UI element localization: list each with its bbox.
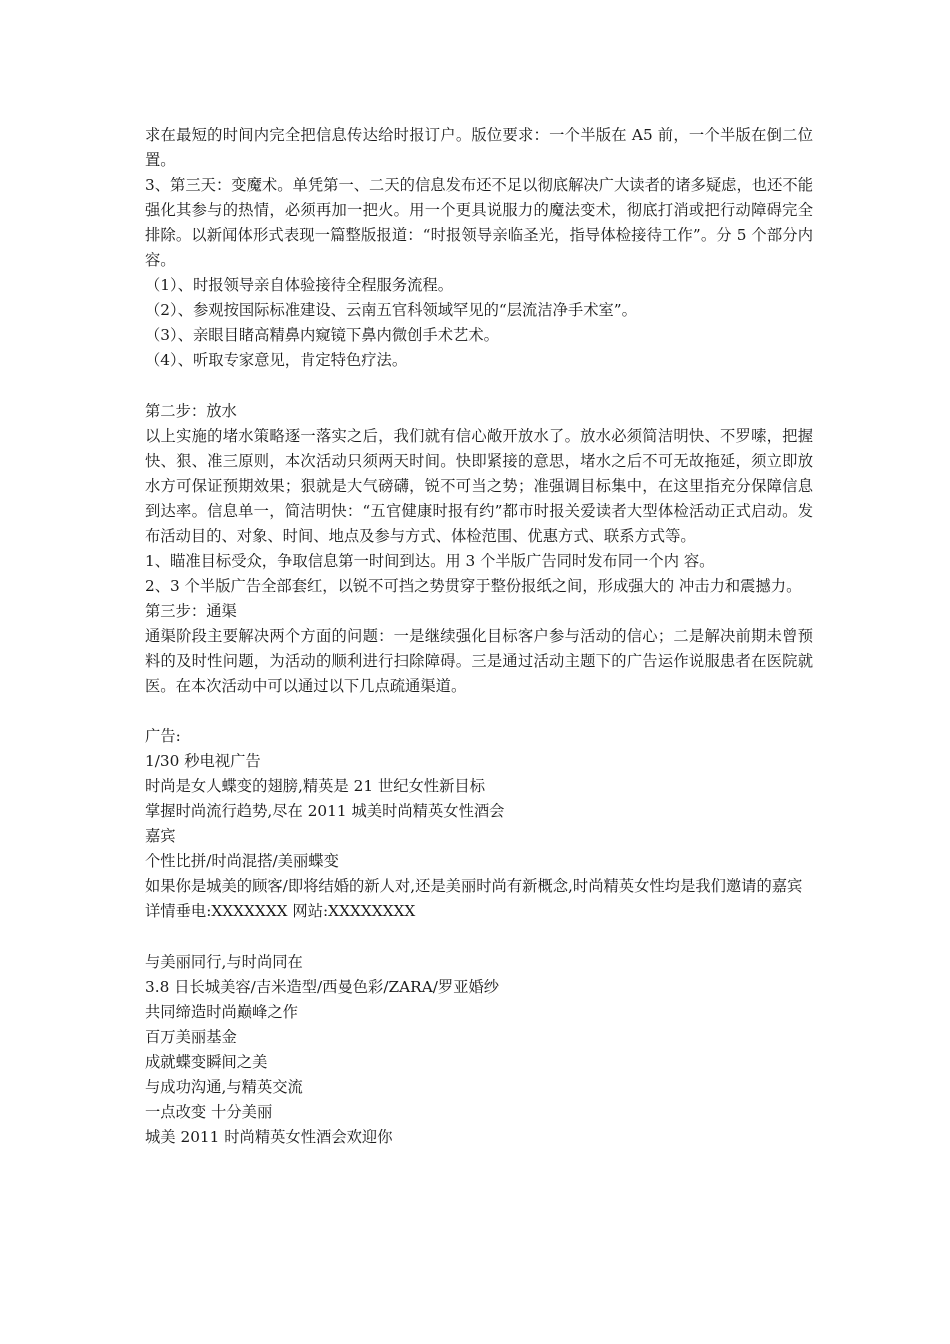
list-item: （2）、参观按国际标准建设、云南五官科领域罕见的“层流洁净手术室”。 [145, 301, 637, 320]
blank-line [145, 373, 813, 398]
list-item: （1）、时报领导亲自体验接待全程服务流程。 [145, 276, 454, 295]
document-body [145, 123, 813, 1150]
paragraph-ad-placement: 求在最短的时间内完全把信息传达给时报订户。版位要求：一个半版在 A5 前，一个半版在倒二位置。 [145, 126, 813, 170]
ad-line: 掌握时尚流行趋势,尽在 2011 城美时尚精英女性酒会 [145, 802, 505, 821]
ad-line: 1/30 秒电视广告 [145, 752, 261, 771]
section-heading-step-three: 第三步：通渠 [145, 601, 237, 620]
blank-line [145, 925, 813, 950]
list-item: （4）、听取专家意见，肯定特色疗法。 [145, 351, 408, 370]
paragraph-channel: 通渠阶段主要解决两个方面的问题：一是继续强化目标客户参与活动的信心；二是解决前期未曾预料的及时性问题，为活动的顺利进行扫除障碍。三是通过活动主题下的广告运作说服患者在医院就医。在本次活动中可以通过以下几点疏通渠道。 [145, 626, 813, 696]
ad-line: 共同缔造时尚巅峰之作 [145, 1002, 298, 1021]
section-heading-step-two: 第二步：放水 [145, 401, 237, 420]
ad-line: 3.8 日长城美容/吉米造型/西曼色彩/ZARA/罗亚婚纱 [145, 977, 500, 996]
ad-line: 个性比拼/时尚混搭/美丽蝶变 [145, 852, 339, 871]
ad-line: 与美丽同行,与时尚同在 [145, 952, 303, 971]
paragraph-day-three: 3、第三天：变魔术。单凭第一、二天的信息发布还不足以彻底解决广大读者的诸多疑虑，也还不能强化其参与的热情，必须再加一把火。用一个更具说服力的魔法变术，彻底打消或把行动障碍完全排除。以新闻体形式表现一篇整版报道：“时报领导亲临圣光，指导体检接待工作”。分 5 个部分内容。 [145, 176, 813, 270]
ad-line: 城美 2011 时尚精英女性酒会欢迎你 [145, 1127, 393, 1146]
paragraph-red-print: 2、3 个半版广告全部套红，以锐不可挡之势贯穿于整份报纸之间，形成强大的 冲击力和震撼力。 [145, 576, 802, 595]
ad-heading: 广告: [145, 727, 181, 746]
ad-line: 一点改变 十分美丽 [145, 1102, 273, 1121]
ad-line: 成就蝶变瞬间之美 [145, 1052, 268, 1071]
ad-line: 如果你是城美的顾客/即将结婚的新人对,还是美丽时尚有新概念,时尚精英女性均是我们邀请的嘉宾 [145, 877, 803, 896]
ad-line: 时尚是女人蝶变的翅膀,精英是 21 世纪女性新目标 [145, 777, 485, 796]
list-item: （3）、亲眼目睹高精鼻内窥镜下鼻内微创手术艺术。 [145, 326, 499, 345]
ad-line: 与成功沟通,与精英交流 [145, 1077, 303, 1096]
ad-line: 嘉宾 [145, 827, 176, 846]
ad-line: 百万美丽基金 [145, 1027, 237, 1046]
ad-line: 详情垂电:XXXXXXX 网站:XXXXXXXX [145, 902, 416, 921]
blank-line [145, 699, 813, 724]
paragraph-target-audience: 1、瞄准目标受众，争取信息第一时间到达。用 3 个半版广告同时发布同一个内 容。 [145, 551, 715, 570]
paragraph-release: 以上实施的堵水策略逐一落实之后，我们就有信心敞开放水了。放水必须简洁明快、不罗嗦，把握快、狠、准三原则，本次活动只须两天时间。快即紧接的意思，堵水之后不可无故拖延，须立即放水方可保证预期效果；狠就是大气磅礴，锐不可当之势；准强调目标集中，在这里指充分保障信息到达率。信息单一，简洁明快：“五官健康时报有约”都市时报关爱读者大型体检活动正式启动。发布活动目的、对象、时间、地点及参与方式、体检范围、优惠方式、联系方式等。 [145, 426, 813, 545]
